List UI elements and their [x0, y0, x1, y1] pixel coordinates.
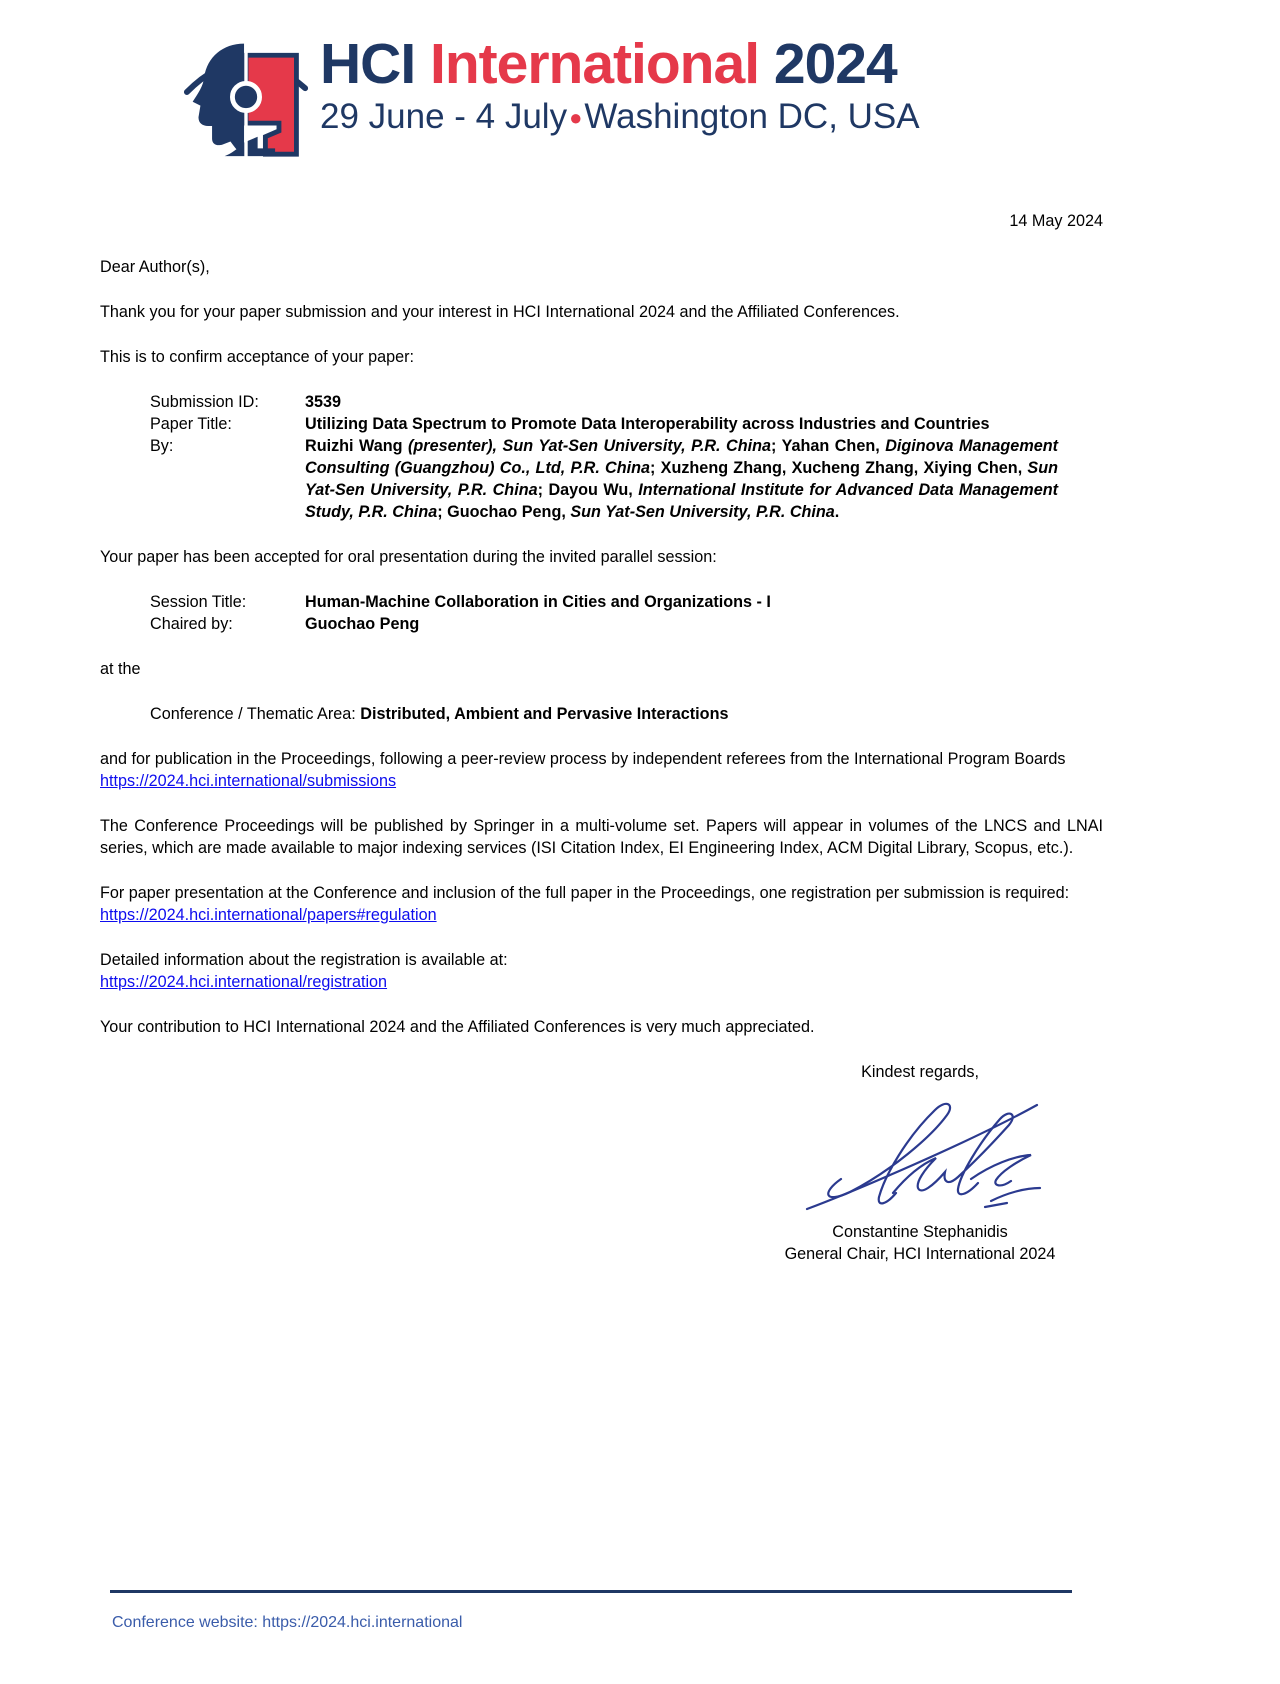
letterhead: [182, 28, 1280, 162]
submissions-link[interactable]: https://2024.hci.international/submissions: [100, 772, 397, 790]
regulation-link[interactable]: https://2024.hci.international/papers#regulation: [100, 906, 437, 924]
conference-area-value: Distributed, Ambient and Pervasive Interactions: [360, 705, 729, 723]
conference-area-label: Conference / Thematic Area:: [150, 705, 361, 723]
letter-body: [100, 210, 1103, 1265]
session-title-row: [150, 591, 1103, 613]
footer-divider: [110, 1590, 1072, 1593]
hci-head-logo-icon: [182, 28, 310, 162]
bullet-icon: ●: [569, 105, 583, 130]
thanks-paragraph: Thank you for your paper submission and your interest in HCI International 2024 and the Affiliated Conferences.: [100, 303, 900, 321]
session-title-value: Human-Machine Collaboration in Cities and Organizations - I: [305, 593, 771, 611]
letter-date: 14 May 2024: [1009, 212, 1103, 230]
signature-icon: [795, 1087, 1045, 1219]
confirm-paragraph: This is to confirm acceptance of your paper:: [100, 348, 415, 366]
kindest-regards: Kindest regards,: [861, 1063, 979, 1081]
authors-value: Ruizhi Wang (presenter), Sun Yat-Sen University, P.R. China; Yahan Chen, Diginova Management Consulting (Guangzhou) Co., Ltd, P.R. China; Xuzheng Zhang, Xucheng Zhang, Xiying Chen, Sun Yat-Sen University, P.R. China; Dayou Wu, International Institute for Advanced Data Management Study, P.R. China; Guochao Peng, Sun Yat-Sen University, P.R. China.: [305, 437, 1058, 521]
springer-paragraph: The Conference Proceedings will be published by Springer in a multi-volume set. Papers will appear in volumes of the LNCS and LNAI series, which are made available to major indexing services (ISI Citation Index, EI Engineering Index, ACM Digital Library, Scopus, etc.).: [100, 817, 1103, 857]
conference-area-line: [150, 703, 1103, 725]
paper-title-value: Utilizing Data Spectrum to Promote Data Interoperability across Industries and Countries: [305, 415, 990, 433]
session-chair-row: [150, 613, 1103, 635]
session-chair-value: Guochao Peng: [305, 615, 420, 633]
authors-label: By:: [150, 437, 174, 455]
signatory-title: General Chair, HCI International 2024: [784, 1245, 1056, 1263]
footer-website-line: Conference website: https://2024.hci.international: [112, 1614, 463, 1631]
conference-location: Washington DC, USA: [584, 97, 920, 136]
paper-title-label: Paper Title:: [150, 415, 232, 433]
title-year: 2024: [759, 32, 897, 96]
letterhead-text: [320, 28, 920, 139]
conference-title: [320, 34, 920, 94]
at-the-line: at the: [100, 660, 141, 678]
session-chair-label: Chaired by:: [150, 615, 233, 633]
conference-dates: 29 June - 4 July: [320, 97, 568, 136]
session-details: [150, 591, 1103, 635]
submission-details: [150, 391, 1103, 523]
registration-requirement-paragraph: For paper presentation at the Conference and inclusion of the full paper in the Proceedings, one registration per submission is required:: [100, 884, 1070, 902]
signatory-name: Constantine Stephanidis: [832, 1223, 1008, 1241]
session-title-label: Session Title:: [150, 593, 247, 611]
paper-title-row: [150, 413, 1103, 435]
submission-id-value: 3539: [305, 393, 342, 411]
submission-id-row: [150, 391, 1103, 413]
registration-link[interactable]: https://2024.hci.international/registration: [100, 973, 388, 991]
submission-id-label: Submission ID:: [150, 393, 259, 411]
registration-info-paragraph: Detailed information about the registration is available at:: [100, 951, 508, 969]
title-international: International: [415, 32, 760, 96]
publication-paragraph: and for publication in the Proceedings, following a peer-review process by independent referees from the International Program Boards: [100, 750, 1066, 768]
appreciation-paragraph: Your contribution to HCI International 2024 and the Affiliated Conferences is very much appreciated.: [100, 1018, 815, 1036]
conference-dates-location: [320, 96, 920, 139]
title-hci: HCI: [320, 32, 416, 96]
accepted-paragraph: Your paper has been accepted for oral presentation during the invited parallel session:: [100, 548, 717, 566]
closing-block: [760, 1061, 1080, 1265]
salutation: Dear Author(s),: [100, 258, 210, 276]
authors-row: [150, 435, 1103, 523]
